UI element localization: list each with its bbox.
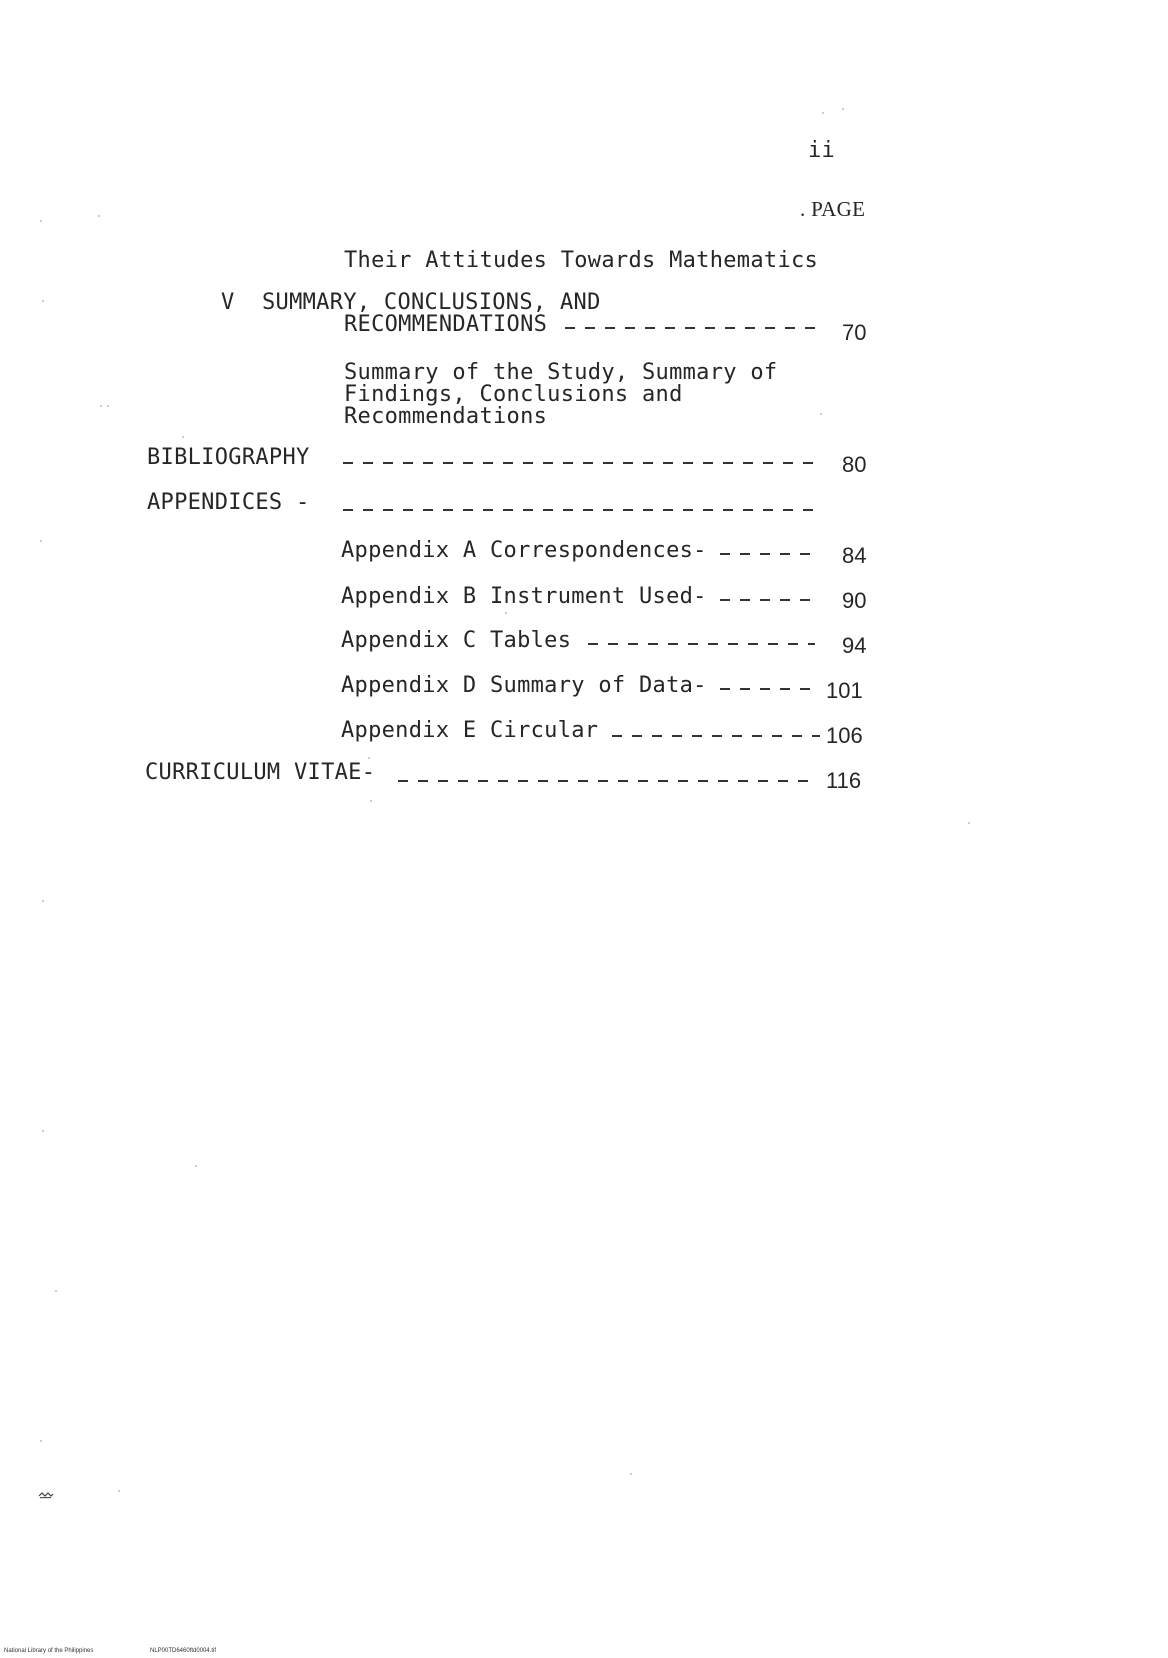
scan-speck (40, 220, 42, 222)
dot-leader (565, 327, 815, 329)
description-line2: Findings, Conclusions and (344, 382, 683, 407)
page-column-header: . PAGE (800, 197, 866, 221)
entry-label: Appendix B Instrument Used- (341, 584, 707, 609)
chapter-title-line1: SUMMARY, CONCLUSIONS, AND (262, 290, 601, 315)
dot-leader (398, 780, 818, 782)
scan-speck (822, 112, 824, 114)
description-line3: Recommendations (344, 404, 548, 429)
page-number: ii (808, 138, 836, 163)
page-ref: 70 (842, 320, 867, 345)
scan-speck (42, 900, 44, 902)
toc-continued-line: Their Attitudes Towards Mathematics (344, 248, 819, 273)
chapter-title-line2: RECOMMENDATIONS (344, 312, 548, 337)
dot-leader (343, 462, 815, 464)
dot-leader (720, 553, 815, 555)
page-ref: 106 (826, 723, 863, 748)
description-line1: Summary of the Study, Summary of (344, 360, 778, 385)
page-ref: 116 (826, 768, 862, 793)
entry-label: APPENDICES - (147, 490, 310, 515)
scan-speck (107, 405, 109, 407)
entry-label: Appendix E Circular (341, 718, 599, 743)
dot-leader (720, 599, 815, 601)
scan-speck (42, 300, 44, 302)
scan-speck (842, 108, 844, 110)
scan-speck (505, 612, 507, 614)
page-ref: 94 (842, 633, 867, 658)
footer-library: National Library of the Philippines (4, 1648, 94, 1654)
page-ref: 80 (842, 452, 867, 477)
scan-smudge (38, 1484, 54, 1492)
scan-speck (40, 1440, 42, 1442)
scan-speck (195, 1165, 197, 1167)
scan-speck (820, 413, 822, 415)
scan-speck (630, 1473, 632, 1475)
scan-speck (968, 822, 970, 824)
page-ref: 101 (826, 678, 863, 703)
entry-label: CURRICULUM VITAE- (145, 760, 376, 785)
dot-leader (343, 509, 815, 511)
entry-label: Appendix A Correspondences- (341, 538, 707, 563)
chapter-numeral: V (221, 290, 235, 315)
scan-speck (98, 215, 100, 217)
scan-speck (368, 757, 370, 759)
page-ref: 84 (842, 543, 867, 568)
scan-speck (370, 800, 372, 802)
scan-speck (42, 1130, 44, 1132)
dot-leader (720, 688, 820, 690)
scan-speck (55, 1290, 57, 1292)
footer-filename: NLP00TD6460ftd0004.tif (150, 1648, 217, 1654)
page-ref: 90 (842, 588, 867, 613)
scan-speck (118, 1490, 120, 1492)
scan-speck (40, 540, 42, 542)
scan-speck (182, 436, 184, 438)
entry-label: Appendix C Tables (341, 628, 572, 653)
entry-label: Appendix D Summary of Data- (341, 673, 707, 698)
dot-leader (612, 735, 820, 737)
dot-leader (588, 643, 815, 645)
entry-label: BIBLIOGRAPHY (147, 445, 310, 470)
scan-speck (100, 405, 102, 407)
